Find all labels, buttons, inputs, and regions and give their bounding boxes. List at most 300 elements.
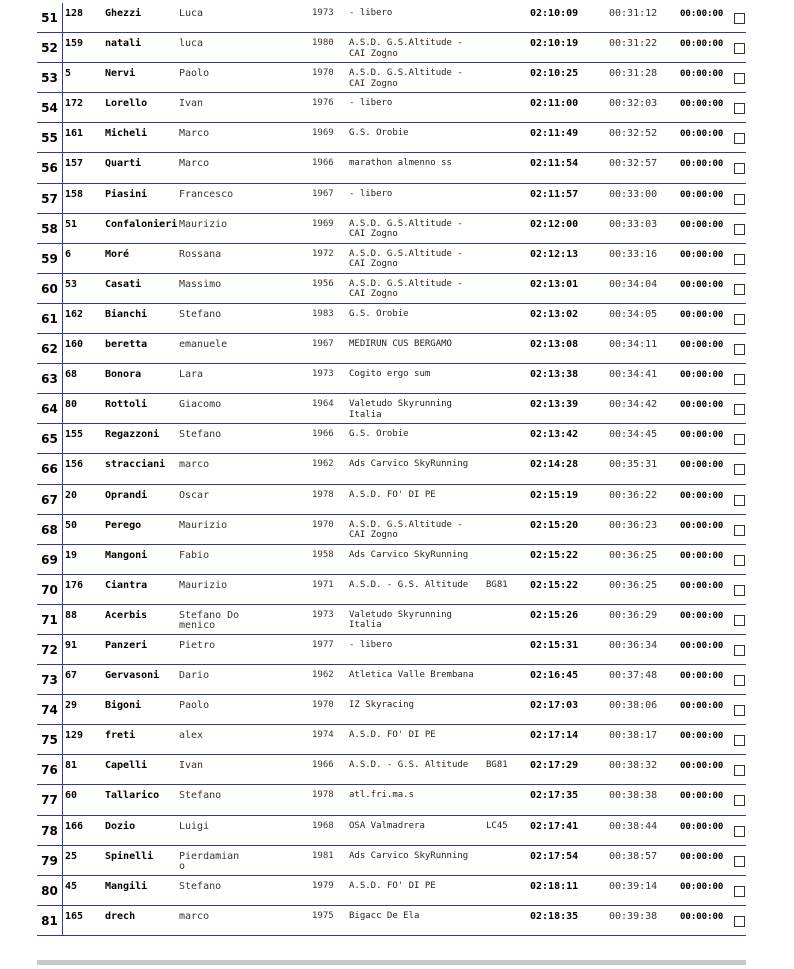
position-number: 57 [41, 191, 58, 206]
first-name: Francesco [179, 188, 234, 200]
first-name: alex [179, 730, 204, 742]
table-row [37, 785, 746, 815]
team-name: Valetudo Skyrunning Italia [349, 399, 452, 420]
position-number: 53 [41, 71, 58, 86]
birth-year: 1973 [312, 8, 334, 18]
birth-year: 1977 [312, 639, 334, 650]
penalty-time: 00:00:00 [680, 129, 724, 140]
table-row [37, 123, 746, 153]
team-name: Ads Carvico SkyRunning [349, 459, 469, 470]
surname: Gervasoni [105, 670, 160, 682]
gap-time: 00:33:03 [609, 218, 658, 230]
first-name: Fabio [179, 549, 210, 561]
position-number: 77 [41, 793, 58, 808]
team-name: Atletica Valle Brembana [349, 670, 474, 681]
table-row [37, 214, 746, 244]
gap-time: 00:34:04 [609, 278, 658, 290]
penalty-time: 00:00:00 [680, 520, 724, 531]
position-number: 65 [41, 432, 58, 447]
surname: Acerbis [105, 609, 148, 621]
finish-time: 02:11:54 [530, 158, 579, 170]
birth-year: 1975 [312, 910, 334, 921]
finish-time: 02:17:14 [530, 730, 579, 742]
column-divider [62, 244, 63, 273]
position-number: 54 [41, 101, 58, 116]
penalty-time: 00:00:00 [680, 99, 724, 110]
finish-time: 02:13:38 [530, 369, 579, 381]
team-name: OSA Valmadrera [349, 820, 425, 831]
bib-number: 156 [65, 459, 84, 471]
column-divider [62, 364, 63, 393]
surname: Casati [105, 278, 142, 290]
team-code: BG81 [486, 579, 508, 590]
surname: Bigoni [105, 700, 142, 712]
row-checkbox[interactable] [734, 374, 745, 385]
column-divider [62, 876, 63, 905]
finish-time: 02:17:03 [530, 700, 579, 712]
bib-number: 158 [65, 188, 84, 200]
position-number: 62 [41, 342, 58, 357]
position-number: 75 [41, 733, 58, 748]
penalty-time: 00:00:00 [680, 309, 724, 320]
finish-time: 02:10:19 [530, 38, 579, 50]
gap-time: 00:34:05 [609, 308, 658, 320]
column-divider [62, 816, 63, 845]
penalty-time: 00:00:00 [680, 550, 724, 561]
first-name: Stefano [179, 790, 222, 802]
table-row [37, 635, 746, 665]
penalty-time: 00:00:00 [680, 219, 724, 230]
birth-year: 1983 [312, 308, 334, 319]
finish-time: 02:15:20 [530, 519, 579, 531]
first-name: Oscar [179, 489, 210, 501]
birth-year: 1970 [312, 68, 334, 79]
row-checkbox[interactable] [734, 434, 745, 445]
position-number: 74 [41, 703, 58, 718]
table-row [37, 485, 746, 515]
row-checkbox[interactable] [734, 103, 745, 114]
table-row [37, 63, 746, 93]
gap-time: 00:36:25 [609, 549, 658, 561]
bib-number: 159 [65, 38, 84, 50]
birth-year: 1974 [312, 730, 334, 741]
first-name: Luca [179, 8, 204, 19]
column-divider [62, 3, 63, 32]
table-row [37, 244, 746, 274]
team-name: marathon almenno ss [349, 158, 452, 169]
bib-number: 80 [65, 399, 78, 411]
birth-year: 1966 [312, 760, 334, 771]
bib-number: 19 [65, 549, 78, 561]
first-name: luca [179, 38, 204, 50]
first-name: Maurizio [179, 519, 228, 531]
column-divider [62, 515, 63, 544]
table-row [37, 184, 746, 214]
gap-time: 00:32:03 [609, 98, 658, 110]
first-name: Paolo [179, 68, 210, 80]
bib-number: 45 [65, 880, 78, 892]
gap-time: 00:36:25 [609, 579, 658, 591]
finish-time: 02:11:49 [530, 128, 579, 140]
bottom-scrollbar[interactable] [37, 960, 746, 965]
gap-time: 00:38:57 [609, 850, 658, 862]
team-name: IZ Skyracing [349, 700, 415, 711]
team-name: A.S.D. G.S.Altitude - CAI Zogno [349, 519, 463, 541]
surname: Micheli [105, 128, 148, 140]
bib-number: 60 [65, 790, 78, 802]
column-divider [62, 334, 63, 363]
position-number: 76 [41, 763, 58, 778]
surname: Lorello [105, 98, 148, 110]
penalty-time: 00:00:00 [680, 851, 724, 862]
row-checkbox[interactable] [734, 826, 745, 837]
team-name: MEDIRUN CUS BERGAMO [349, 339, 452, 350]
position-number: 63 [41, 372, 58, 387]
birth-year: 1967 [312, 188, 334, 199]
birth-year: 1970 [312, 519, 334, 530]
table-row [37, 3, 746, 33]
penalty-time: 00:00:00 [680, 9, 724, 19]
row-checkbox[interactable] [734, 13, 745, 24]
gap-time: 00:38:32 [609, 760, 658, 772]
first-name: Marco [179, 158, 210, 170]
column-divider [62, 394, 63, 423]
birth-year: 1978 [312, 489, 334, 500]
birth-year: 1968 [312, 820, 334, 831]
surname: Dozio [105, 820, 136, 832]
surname: Confalonieri [105, 218, 178, 230]
position-number: 55 [41, 131, 58, 146]
finish-time: 02:12:13 [530, 248, 579, 260]
penalty-time: 00:00:00 [680, 189, 724, 200]
gap-time: 00:31:22 [609, 38, 658, 50]
row-checkbox[interactable] [734, 916, 745, 927]
surname: Panzeri [105, 639, 148, 651]
table-row [37, 575, 746, 605]
row-checkbox[interactable] [734, 705, 745, 716]
table-row [37, 816, 746, 846]
column-divider [62, 635, 63, 664]
gap-time: 00:38:38 [609, 790, 658, 802]
position-number: 73 [41, 673, 58, 688]
penalty-time: 00:00:00 [680, 640, 724, 651]
first-name: Marco [179, 128, 210, 140]
position-number: 69 [41, 552, 58, 567]
row-checkbox[interactable] [734, 585, 745, 596]
column-divider [62, 304, 63, 333]
first-name: Luigi [179, 820, 210, 832]
column-divider [62, 605, 63, 634]
table-row [37, 725, 746, 755]
gap-time: 00:33:16 [609, 248, 658, 260]
birth-year: 1970 [312, 700, 334, 711]
birth-year: 1967 [312, 339, 334, 350]
row-checkbox[interactable] [734, 795, 745, 806]
row-checkbox[interactable] [734, 284, 745, 295]
surname: Regazzoni [105, 429, 160, 441]
row-checkbox[interactable] [734, 675, 745, 686]
bib-number: 128 [65, 8, 84, 19]
bib-number: 166 [65, 820, 84, 832]
position-number: 66 [41, 462, 58, 477]
penalty-time: 00:00:00 [680, 821, 724, 832]
row-checkbox[interactable] [734, 163, 745, 174]
column-divider [62, 33, 63, 62]
penalty-time: 00:00:00 [680, 731, 724, 742]
position-number: 81 [41, 913, 58, 928]
team-name: A.S.D. FO' DI PE [349, 489, 436, 500]
column-divider [62, 274, 63, 303]
finish-time: 02:18:35 [530, 910, 579, 922]
team-name: A.S.D. G.S.Altitude - CAI Zogno [349, 248, 463, 270]
penalty-time: 00:00:00 [680, 791, 724, 802]
column-divider [62, 63, 63, 92]
penalty-time: 00:00:00 [680, 671, 724, 682]
gap-time: 00:33:00 [609, 188, 658, 200]
table-row [37, 876, 746, 906]
finish-time: 02:18:11 [530, 880, 579, 892]
table-row [37, 545, 746, 575]
column-divider [62, 846, 63, 875]
position-number: 80 [41, 883, 58, 898]
position-number: 51 [41, 11, 58, 25]
team-name: G.S. Orobie [349, 429, 409, 440]
penalty-time: 00:00:00 [680, 430, 724, 441]
first-name: Lara [179, 369, 204, 381]
surname: Ciantra [105, 579, 148, 591]
first-name: Stefano [179, 308, 222, 320]
row-checkbox[interactable] [734, 344, 745, 355]
table-row [37, 394, 746, 424]
surname: Piasini [105, 188, 148, 200]
birth-year: 1976 [312, 98, 334, 109]
surname: Capelli [105, 760, 148, 772]
column-divider [62, 906, 63, 935]
row-checkbox[interactable] [734, 765, 745, 776]
row-checkbox[interactable] [734, 555, 745, 566]
finish-time: 02:17:29 [530, 760, 579, 772]
gap-time: 00:38:17 [609, 730, 658, 742]
surname: Bonora [105, 369, 142, 381]
bib-number: 129 [65, 730, 84, 742]
bib-number: 91 [65, 639, 78, 651]
first-name: marco [179, 910, 210, 922]
column-divider [62, 545, 63, 574]
column-divider [62, 123, 63, 152]
bib-number: 5 [65, 68, 72, 80]
team-name: Ads Carvico SkyRunning [349, 850, 469, 861]
table-row [37, 605, 746, 635]
table-row [37, 364, 746, 394]
column-divider [62, 785, 63, 814]
team-name: Ads Carvico SkyRunning [349, 549, 469, 560]
column-divider [62, 184, 63, 213]
team-name: atl.fri.ma.s [349, 790, 415, 801]
birth-year: 1969 [312, 128, 334, 139]
first-name: Maurizio [179, 218, 228, 230]
gap-time: 00:34:41 [609, 369, 658, 381]
penalty-time: 00:00:00 [680, 39, 724, 50]
position-number: 68 [41, 522, 58, 537]
team-code: BG81 [486, 760, 508, 771]
position-number: 71 [41, 612, 58, 627]
row-checkbox[interactable] [734, 404, 745, 415]
team-name: A.S.D. FO' DI PE [349, 730, 436, 741]
team-name: Cogito ergo sum [349, 369, 431, 380]
penalty-time: 00:00:00 [680, 580, 724, 591]
team-name: - libero [349, 98, 393, 109]
table-row [37, 665, 746, 695]
first-name: Pierdamiano [179, 850, 240, 873]
bib-number: 165 [65, 910, 84, 922]
row-checkbox[interactable] [734, 43, 745, 54]
finish-time: 02:15:19 [530, 489, 579, 501]
team-name: A.S.D. G.S.Altitude - CAI Zogno [349, 38, 463, 59]
birth-year: 1962 [312, 459, 334, 470]
surname: Tallarico [105, 790, 160, 802]
column-divider [62, 665, 63, 694]
row-checkbox[interactable] [734, 645, 745, 656]
row-checkbox[interactable] [734, 615, 745, 626]
bib-number: 172 [65, 98, 84, 110]
first-name: emanuele [179, 339, 228, 351]
team-name: G.S. Orobie [349, 128, 409, 139]
penalty-time: 00:00:00 [680, 881, 724, 892]
surname: Mangoni [105, 549, 148, 561]
penalty-time: 00:00:00 [680, 761, 724, 772]
row-checkbox[interactable] [734, 525, 745, 536]
team-name: - libero [349, 188, 393, 199]
gap-time: 00:39:14 [609, 880, 658, 892]
penalty-time: 00:00:00 [680, 69, 724, 80]
birth-year: 1962 [312, 670, 334, 681]
bib-number: 20 [65, 489, 78, 501]
position-number: 56 [41, 161, 58, 176]
first-name: Ivan [179, 98, 204, 110]
bib-number: 68 [65, 369, 78, 381]
column-divider [62, 93, 63, 122]
surname: Rottoli [105, 399, 148, 411]
bib-number: 25 [65, 850, 78, 862]
gap-time: 00:32:57 [609, 158, 658, 170]
finish-time: 02:13:39 [530, 399, 579, 411]
gap-time: 00:36:29 [609, 609, 658, 621]
team-name: A.S.D. - G.S. Altitude [349, 579, 469, 590]
row-checkbox[interactable] [734, 194, 745, 205]
column-divider [62, 695, 63, 724]
penalty-time: 00:00:00 [680, 490, 724, 501]
team-name: G.S. Orobie [349, 308, 409, 319]
gap-time: 00:34:42 [609, 399, 658, 411]
table-row [37, 153, 746, 183]
finish-time: 02:10:25 [530, 68, 579, 80]
penalty-time: 00:00:00 [680, 911, 724, 922]
row-checkbox[interactable] [734, 224, 745, 235]
finish-time: 02:14:28 [530, 459, 579, 471]
birth-year: 1971 [312, 579, 334, 590]
birth-year: 1966 [312, 429, 334, 440]
finish-time: 02:15:31 [530, 639, 579, 651]
gap-time: 00:31:28 [609, 68, 658, 80]
table-row [37, 695, 746, 725]
row-checkbox[interactable] [734, 464, 745, 475]
position-number: 52 [41, 41, 58, 56]
row-checkbox[interactable] [734, 495, 745, 506]
bib-number: 29 [65, 700, 78, 712]
penalty-time: 00:00:00 [680, 370, 724, 381]
bib-number: 157 [65, 158, 84, 170]
team-code: LC45 [486, 820, 508, 831]
finish-time: 02:11:00 [530, 98, 579, 110]
finish-time: 02:15:26 [530, 609, 579, 621]
gap-time: 00:34:45 [609, 429, 658, 441]
first-name: Pietro [179, 639, 216, 651]
surname: Mangili [105, 880, 148, 892]
bib-number: 50 [65, 519, 78, 531]
gap-time: 00:38:06 [609, 700, 658, 712]
bib-number: 162 [65, 308, 84, 320]
team-name: Valetudo Skyrunning Italia [349, 609, 452, 631]
surname: Ghezzi [105, 8, 142, 19]
table-row [37, 334, 746, 364]
column-divider [62, 575, 63, 604]
finish-time: 02:13:02 [530, 308, 579, 320]
finish-time: 02:15:22 [530, 549, 579, 561]
bib-number: 176 [65, 579, 84, 591]
team-name: - libero [349, 8, 393, 18]
column-divider [62, 424, 63, 453]
position-number: 61 [41, 311, 58, 326]
row-checkbox[interactable] [734, 254, 745, 265]
finish-time: 02:13:42 [530, 429, 579, 441]
column-divider [62, 214, 63, 243]
table-row [37, 906, 746, 936]
position-number: 78 [41, 823, 58, 838]
first-name: Massimo [179, 278, 222, 290]
row-checkbox[interactable] [734, 314, 745, 325]
position-number: 70 [41, 582, 58, 597]
finish-time: 02:16:45 [530, 670, 579, 682]
table-row [37, 93, 746, 123]
row-checkbox[interactable] [734, 856, 745, 867]
finish-time: 02:11:57 [530, 188, 579, 200]
gap-time: 00:31:12 [609, 8, 658, 19]
column-divider [62, 485, 63, 514]
surname: Spinelli [105, 850, 154, 862]
position-number: 58 [41, 221, 58, 236]
table-row [37, 304, 746, 334]
penalty-time: 00:00:00 [680, 701, 724, 712]
first-name: Ivan [179, 760, 204, 772]
surname: Oprandi [105, 489, 148, 501]
row-checkbox[interactable] [734, 886, 745, 897]
birth-year: 1980 [312, 38, 334, 49]
table-row [37, 846, 746, 876]
first-name: Paolo [179, 700, 210, 712]
row-checkbox[interactable] [734, 73, 745, 84]
bib-number: 67 [65, 670, 78, 682]
position-number: 79 [41, 853, 58, 868]
first-name: Stefano [179, 880, 222, 892]
table-row [37, 515, 746, 545]
finish-time: 02:17:54 [530, 850, 579, 862]
birth-year: 1969 [312, 218, 334, 229]
row-checkbox[interactable] [734, 133, 745, 144]
surname: Moré [105, 248, 130, 260]
bib-number: 81 [65, 760, 78, 772]
finish-time: 02:13:01 [530, 278, 579, 290]
row-checkbox[interactable] [734, 735, 745, 746]
